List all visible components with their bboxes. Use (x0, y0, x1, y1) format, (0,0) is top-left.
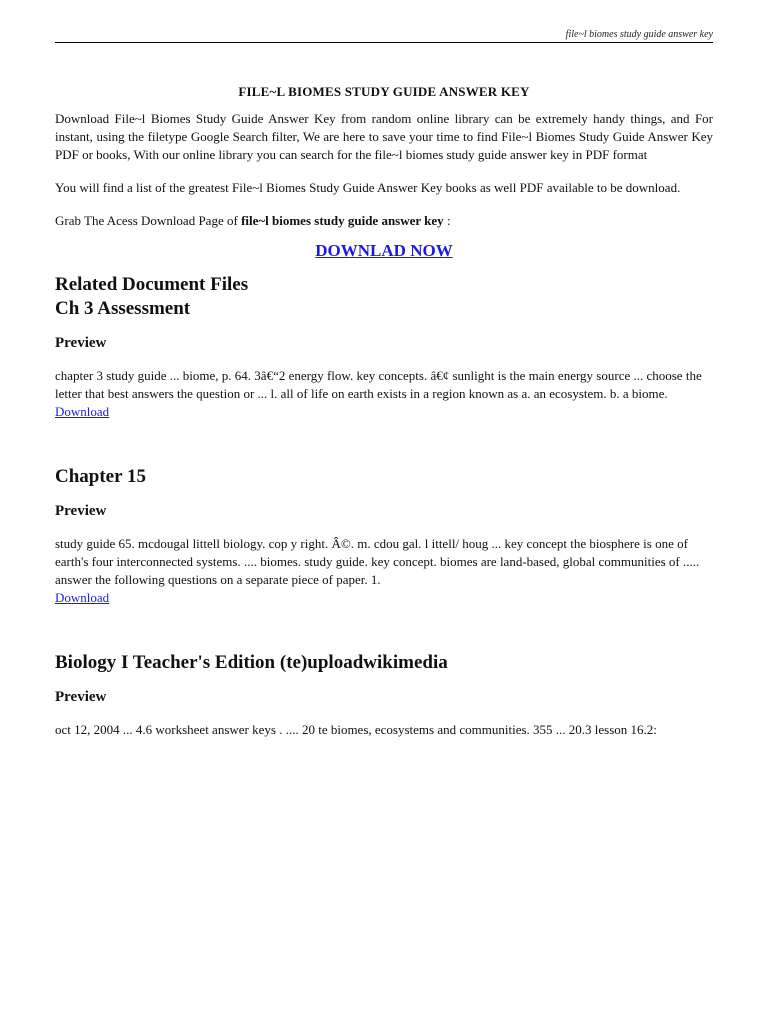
download-now-container (55, 241, 713, 261)
entry-snippet: chapter 3 study guide ... biome, p. 64. 3â€“2 energy flow. key concepts. â€¢ sunlight is the main energy source ... choose the letter that best answers the question or ... l. all of life on earth exists in a region known as a. an ecosystem. b. a biome. (55, 368, 702, 401)
related-entry (55, 651, 713, 739)
running-header: file~l biomes study guide answer key (565, 29, 713, 40)
header-rule (55, 42, 713, 43)
entry-title: Biology I Teacher's Edition (te)uploadwikimedia (55, 652, 448, 673)
list-paragraph: You will find a list of the greatest File~l Biomes Study Guide Answer Key books as well PDF available to be download. (55, 180, 681, 195)
preview-label: Preview (55, 689, 107, 705)
entry-title: Ch 3 Assessment (55, 298, 191, 319)
download-link[interactable]: Download (55, 590, 110, 605)
intro-paragraph: Download File~l Biomes Study Guide Answer Key from random online library can be extremely handy things, and For instant, using the filetype Google Search filter, We are here to save your time to find File~l Biomes Study Guide Answer Key PDF or books, With our online library you can search for the file~l biomes study guide answer key in PDF format (55, 111, 713, 162)
download-link[interactable]: Download (55, 404, 110, 419)
document-title: FILE~L BIOMES STUDY GUIDE ANSWER KEY (238, 84, 530, 99)
download-now-link[interactable]: DOWNLAD NOW (315, 241, 453, 260)
grab-paragraph (55, 212, 713, 230)
entry-snippet: study guide 65. mcdougal littell biology. cop y right. Â©. m. cdou gal. l ittell/ houg ... key concept the biosphere is one of earth's four interconnected systems. .... biomes. study guide. key concept. biomes are land-based, global communities of ..... answer the following questions on a separate piece of paper. 1. (55, 536, 700, 587)
grab-keyword: file~l biomes study guide answer key (241, 213, 444, 228)
grab-prefix: Grab The Acess Download Page of (55, 213, 242, 228)
preview-label: Preview (55, 503, 107, 519)
entry-snippet: oct 12, 2004 ... 4.6 worksheet answer keys . .... 20 te biomes, ecosystems and communities. 355 ... 20.3 lesson 16.2: (55, 722, 657, 737)
related-entry (55, 297, 713, 421)
content (55, 84, 713, 739)
grab-suffix: : (443, 213, 451, 228)
related-heading: Related Document Files (55, 274, 249, 295)
entry-title: Chapter 15 (55, 466, 146, 487)
related-entry (55, 465, 713, 607)
preview-label: Preview (55, 335, 107, 351)
